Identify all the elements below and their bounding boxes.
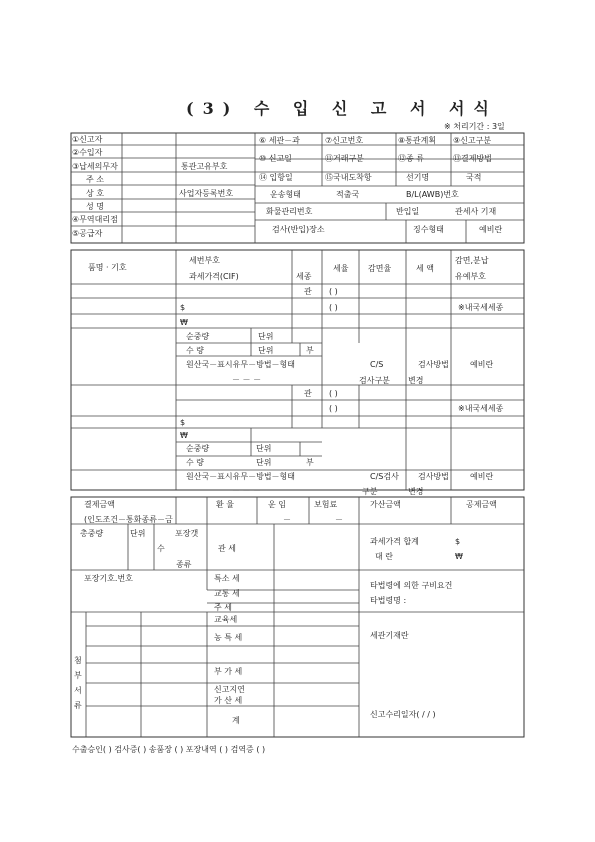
cargo-mgmt-label: 화물관리번호: [266, 207, 313, 216]
taxable-total-label: 과세가격 합계: [370, 537, 419, 546]
item1-cs: C/S: [370, 360, 384, 369]
other-law-label: 타법령명 :: [370, 596, 407, 605]
item2-change: 변경: [408, 487, 424, 496]
addition-label: 가산금액: [370, 500, 401, 509]
package-kinds-label: 종류: [176, 560, 192, 569]
remarks-label: 예비란: [479, 225, 503, 234]
incoterms-label: (인도조건－통화종류－금: [84, 515, 173, 524]
item2-inspection-method: 검사방법: [418, 472, 449, 481]
freight-label: 운 임: [268, 500, 286, 509]
supplier-label: ⑤공급자: [72, 229, 103, 238]
collection-type-label: 징수형태: [413, 225, 444, 234]
package-su-label: 수: [157, 544, 165, 553]
tax-type-header: 세종: [296, 272, 312, 281]
item2-cs-exam: C/S검사: [370, 472, 399, 481]
attached-documents-checklist: 수출승인( ) 검사증( ) 송품장 ( ) 포장내역 ( ) 검역증 ( ): [72, 745, 266, 754]
exchange-rate-label: 환 율: [216, 500, 234, 509]
traffic-tax-label: 교통 세: [214, 589, 240, 598]
item1-paren: ( ): [329, 287, 338, 296]
declaration-no-label: ⑦신고번호: [325, 136, 364, 145]
shipping-country-label: 적출국: [336, 190, 360, 199]
reduction-code-header: 감면,분납: [455, 256, 489, 265]
late-tax-label-1: 신고지연: [214, 685, 245, 694]
education-tax-label: 교육세: [214, 615, 238, 624]
vat-label: 부 가 세: [214, 667, 243, 676]
special-tax-label: 특소 세: [214, 574, 240, 583]
tariff-no-header: 세번부호: [189, 256, 220, 265]
tax-amount-header: 세 액: [416, 264, 434, 273]
taxable-value-header: 과세가격(CIF): [189, 272, 239, 281]
item1-unit: 단위: [258, 332, 274, 341]
customs-broker-label: 관세사 기재: [455, 207, 497, 216]
item1-paren2: ( ): [329, 303, 338, 312]
item2-won: ₩: [180, 431, 188, 440]
item2-unit: 단위: [256, 444, 272, 453]
vessel-name-label: 선기명: [406, 173, 430, 182]
item1-unit2: 단위: [258, 346, 274, 355]
nationality-label: 국적: [466, 173, 482, 182]
deferral-code-header: 유예부호: [455, 272, 486, 281]
requirements-label: 타법령에 의한 구비요건: [370, 581, 453, 590]
item1-dashes: － － －: [232, 375, 262, 384]
deduction-label: 공제금액: [466, 500, 497, 509]
domestic-port-label: ⑮국내도착항: [325, 173, 372, 182]
rural-tax-label: 농 특 세: [214, 633, 243, 642]
taxpayer-label: ③납세의무자: [72, 162, 118, 171]
package-marks-label: 포장기호.번호: [84, 574, 133, 583]
item2-bu: 부: [306, 458, 314, 467]
transport-type-label: 운송형태: [270, 190, 301, 199]
customs-notes-label: 세관기재란: [370, 631, 409, 640]
insurance-label: 보험료: [314, 500, 338, 509]
item1-spare: 예비란: [470, 360, 494, 369]
payment-amount-label: 결제금액: [84, 500, 115, 509]
declaration-date-label: ⑩ 신고일: [259, 154, 292, 163]
item1-origin: 원산국－표시유무－방법－형태: [186, 360, 296, 369]
importer-label: ②수입자: [72, 148, 103, 157]
item2-customs: 관: [304, 389, 312, 398]
company-label: 상 호: [86, 189, 104, 198]
clearance-plan-label: ⑧통관계획: [398, 136, 437, 145]
item1-dollar: $: [180, 303, 186, 312]
declarant-label: ①신고자: [72, 135, 103, 144]
item2-paren: ( ): [329, 389, 338, 398]
total-label: 계: [232, 716, 240, 725]
item2-quantity: 수 량: [186, 458, 204, 467]
summary-dollar: $: [455, 537, 461, 546]
package-count-label: 포장갯: [175, 529, 199, 538]
payment-method-label: ⑬결제방법: [453, 154, 492, 163]
item2-origin: 원산국－표시유무－방법－형태: [186, 472, 296, 481]
arrival-date-label: ⑭ 입항일: [259, 173, 293, 182]
attachments-char-3: 서: [74, 686, 82, 695]
bl-no-label: B/L(AWB)번호: [406, 190, 459, 199]
business-reg-label: 사업자등록번호: [179, 189, 234, 198]
customs-dept-label: ⑥ 세관－과: [259, 136, 300, 145]
acceptance-date-label: 신고수리일자( / / ): [370, 710, 436, 719]
item2-dollar: $: [180, 418, 186, 427]
reduction-rate-header: 감면율: [368, 264, 392, 273]
tax-rate-header: 세율: [333, 264, 349, 273]
kind-label: ⑫종 류: [398, 154, 424, 163]
item2-net-weight: 순중량: [186, 444, 210, 453]
item2-internal-tax: ※내국세세종: [458, 404, 504, 413]
item1-bu: 부: [306, 346, 314, 355]
item2-spare: 예비란: [470, 472, 494, 481]
customs-code-label: 통관고유부호: [181, 162, 228, 171]
item2-paren2: ( ): [329, 404, 338, 413]
attachments-char-2: 부: [74, 671, 82, 680]
item2-unit2: 단위: [256, 458, 272, 467]
item1-change: 변경: [408, 376, 424, 385]
customs-duty-label: 관 세: [218, 544, 236, 553]
item1-internal-tax: ※내국세세종: [458, 303, 504, 312]
item1-quantity: 수 량: [186, 346, 204, 355]
product-name-header: 품명 · 기호: [88, 263, 127, 272]
liquor-tax-label: 주 세: [214, 603, 232, 612]
attachments-char-4: 류: [74, 701, 82, 710]
late-tax-label-2: 가 산 세: [214, 696, 243, 705]
processing-period: ※ 처리기간 : 3일: [444, 122, 505, 131]
item2-dashes: － － －: [232, 486, 262, 495]
transaction-type-label: ⑪거래구분: [325, 154, 364, 163]
trade-agent-label: ④무역대리점: [72, 215, 118, 224]
address-label: 주 소: [86, 175, 104, 184]
item1-net-weight: 순중량: [186, 332, 210, 341]
weight-unit-label: 단위: [130, 529, 146, 538]
insurance-dash: －: [335, 515, 343, 524]
total-weight-label: 총중량: [80, 529, 104, 538]
item1-customs: 관: [304, 287, 312, 296]
form-title: (3) 수 입 신 고 서 서식: [186, 99, 498, 118]
summary-won: ₩: [455, 552, 463, 561]
item1-inspection-type: 검사구분: [359, 376, 390, 385]
name-label: 성 명: [86, 202, 104, 211]
inspection-place-label: 검사(반입)장소: [272, 225, 325, 234]
item2-type: 구분: [362, 487, 378, 496]
item1-inspection-method: 검사방법: [418, 360, 449, 369]
attachments-char-1: 첨: [74, 656, 82, 665]
declaration-type-label: ⑨신고구분: [453, 136, 492, 145]
item1-won: ₩: [180, 318, 188, 327]
freight-dash: －: [283, 515, 291, 524]
carry-in-date-label: 반입일: [396, 207, 420, 216]
exchange-label: 대 란: [375, 552, 393, 561]
